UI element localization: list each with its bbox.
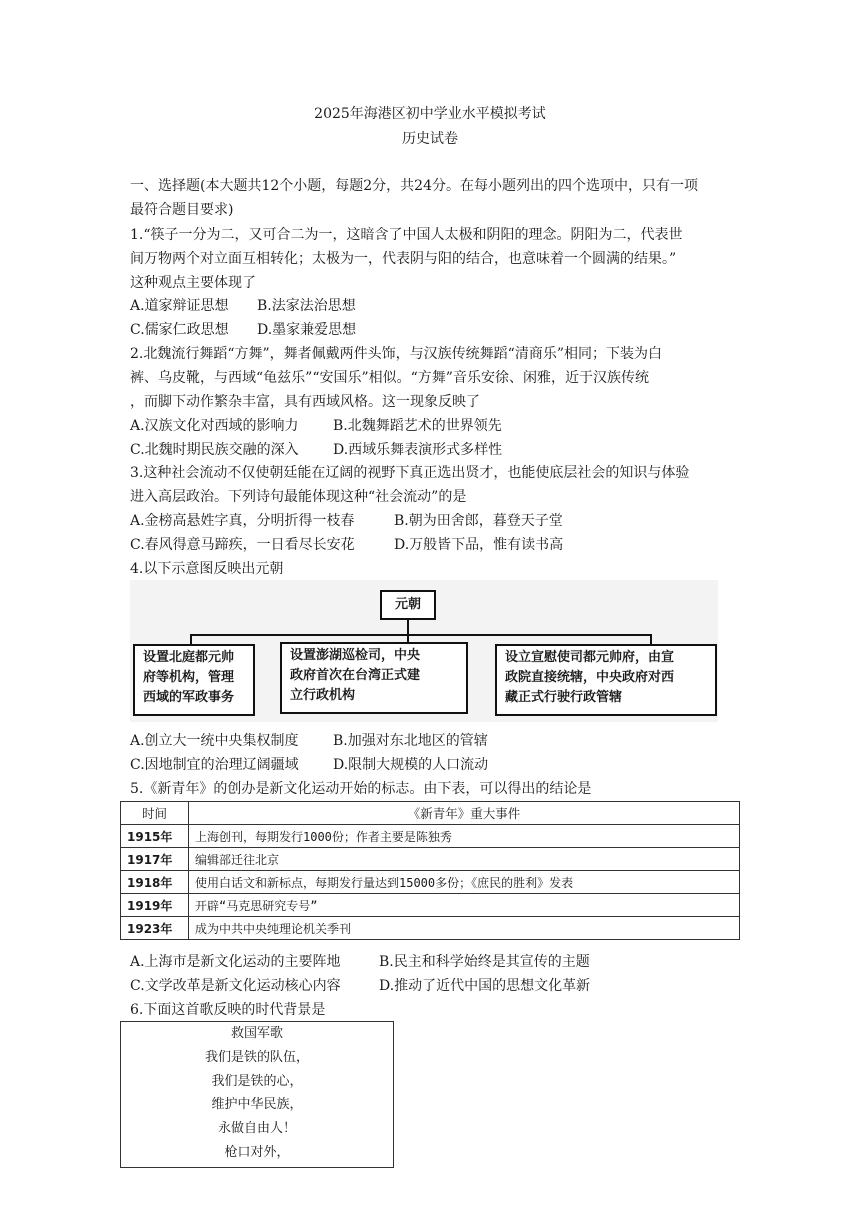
q3-option-b[interactable]: B.朝为田舍郎，暮登天子堂 [394,513,563,529]
q5-option-a[interactable]: A.上海市是新文化运动的主要阵地 [130,954,341,970]
diagram-box1-line: 设置北庭都元帅 [143,650,235,665]
q5-options-row2 [130,976,590,996]
exam-title: 2025年海港区初中学业水平模拟考试 [314,106,546,122]
section-heading-line1: 一、选择题(本大题共12个小题，每题2分，共24分。在每小题列出的四个选项中，只有一项 [130,178,698,194]
diagram-root-box: 元朝 [380,590,436,620]
q2-option-b[interactable]: B.北魏舞蹈艺术的世界领先 [333,418,502,434]
diagram-box1-line: 府等机构，管理 [143,670,235,685]
diagram-box-taiwan [280,642,468,714]
diagram-connector [190,634,650,636]
diagram-box2-line: 立行政机构 [290,688,356,703]
table-cell-year: 1919年 [121,894,189,917]
new-youth-events-table [120,801,740,940]
q5-stem: 5.《新青年》的创办是新文化运动开始的标志。由下表，可以得出的结论是 [130,781,592,797]
table-header-row [121,802,740,825]
yuan-dynasty-diagram [130,580,718,722]
table-row [121,825,740,848]
q4-options-row2 [130,755,488,775]
table-row [121,848,740,871]
table-cell-event: 上海创刊，每期发行1000份；作者主要是陈独秀 [189,825,740,848]
song-lyrics-box [120,1021,394,1168]
diagram-connector [407,620,409,634]
table-header-time: 时间 [121,802,189,825]
q2-line1: 2.北魏流行舞蹈“方舞”，舞者佩戴两件头饰，与汉族传统舞蹈“清商乐”相同；下装为白 [130,346,662,362]
q4-option-a[interactable]: A.创立大一统中央集权制度 [130,733,299,749]
table-row [121,871,740,894]
diagram-box-tibet [495,644,717,716]
table-cell-event: 编辑部迁往北京 [189,848,740,871]
diagram-box3-line: 政院直接统辖，中央政府对西 [505,670,675,685]
song-line: 我们是铁的心， [211,1073,303,1089]
q4-option-c[interactable]: C.因地制宜的治理辽阔疆域 [130,757,299,773]
diagram-box3-line: 藏正式行驶行政管辖 [505,690,623,705]
table-row [121,894,740,917]
q4-option-b[interactable]: B.加强对东北地区的管辖 [333,733,488,749]
section-heading-line2: 最符合题目要求) [130,202,234,218]
table-cell-event: 开辟“马克思研究专号” [189,894,740,917]
q2-options-row2 [130,440,502,460]
q1-line3: 这种观点主要体现了 [130,275,256,291]
q4-stem: 4.以下示意图反映出元朝 [130,561,284,577]
q3-option-d[interactable]: D.万般皆下品，惟有读书高 [394,537,564,553]
q2-options-row1 [130,416,502,436]
table-cell-year: 1923年 [121,917,189,940]
q5-option-d[interactable]: D.推动了近代中国的思想文化革新 [379,978,591,994]
q3-option-a[interactable]: A.金榜高悬姓字真，分明折得一枝春 [130,513,355,529]
q3-options-row1 [130,511,563,531]
q5-option-b[interactable]: B.民主和科学始终是其宣传的主题 [379,954,590,970]
q1-line1: 1.“筷子一分为二，又可合二为一，这暗含了中国人太极和阴阳的理念。阴阳为二，代表世 [130,227,683,243]
q1-options-row1 [130,296,356,316]
q1-options-row2 [130,320,356,340]
q2-option-c[interactable]: C.北魏时期民族交融的深入 [130,442,299,458]
q5-option-c[interactable]: C.文学改革是新文化运动核心内容 [130,978,341,994]
q5-options-row1 [130,952,590,972]
q1-line2: 间万物两个对立面互相转化；太极为一，代表阴与阳的结合，也意味着一个圆满的结果。” [130,251,677,267]
q3-options-row2 [130,535,563,555]
q3-line1: 3.这种社会流动不仅使朝廷能在辽阔的视野下真正选出贤才，也能使底层社会的知识与体验 [130,465,690,481]
q2-option-a[interactable]: A.汉族文化对西域的影响力 [130,418,299,434]
song-line: 枪口对外， [224,1144,290,1160]
diagram-box2-line: 政府首次在台湾正式建 [290,668,421,683]
q4-option-d[interactable]: D.限制大规模的人口流动 [333,757,489,773]
q1-option-c[interactable]: C.儒家仁政思想 [130,322,229,338]
song-title: 救国军歌 [230,1026,283,1041]
q1-option-b[interactable]: B.法家法治思想 [257,298,356,314]
song-line: 我们是铁的队伍， [204,1049,309,1065]
diagram-box2-line: 设置澎湖巡检司，中央 [290,648,421,663]
q1-option-d[interactable]: D.墨家兼爱思想 [257,322,357,338]
q2-line2: 裤、乌皮靴，与西域“龟兹乐”“安国乐”相似。“方舞”音乐安徐、闲雅，近于汉族传统 [130,370,649,386]
subject-title: 历史试卷 [402,131,458,147]
diagram-box3-line: 设立宣慰使司都元帅府，由宣 [505,650,675,665]
table-cell-year: 1918年 [121,871,189,894]
table-cell-event: 成为中共中央纯理论机关季刊 [189,917,740,940]
q2-line3: ，而脚下动作繁杂丰富，具有西域风格。这一现象反映了 [130,394,480,410]
table-header-events: 《新青年》重大事件 [189,802,740,825]
table-row [121,917,740,940]
table-cell-year: 1915年 [121,825,189,848]
table-cell-year: 1917年 [121,848,189,871]
q2-option-d[interactable]: D.西域乐舞表演形式多样性 [333,442,503,458]
diagram-box-northwest [133,644,255,716]
q3-line2: 进入高层政治。下列诗句最能体现这种“社会流动”的是 [130,489,467,505]
q3-option-c[interactable]: C.春风得意马蹄疾，一日看尽长安花 [130,537,355,553]
song-line: 维护中华民族， [211,1097,303,1113]
q4-options-row1 [130,731,488,751]
song-line: 永做自由人！ [217,1121,296,1137]
diagram-box1-line: 西域的军政事务 [143,690,235,705]
table-cell-event: 使用白话文和新标点，每期发行量达到15000多份；《庶民的胜利》发表 [189,871,740,894]
q1-option-a[interactable]: A.道家辩证思想 [130,298,229,314]
q6-stem: 6.下面这首歌反映的时代背景是 [130,1002,326,1018]
